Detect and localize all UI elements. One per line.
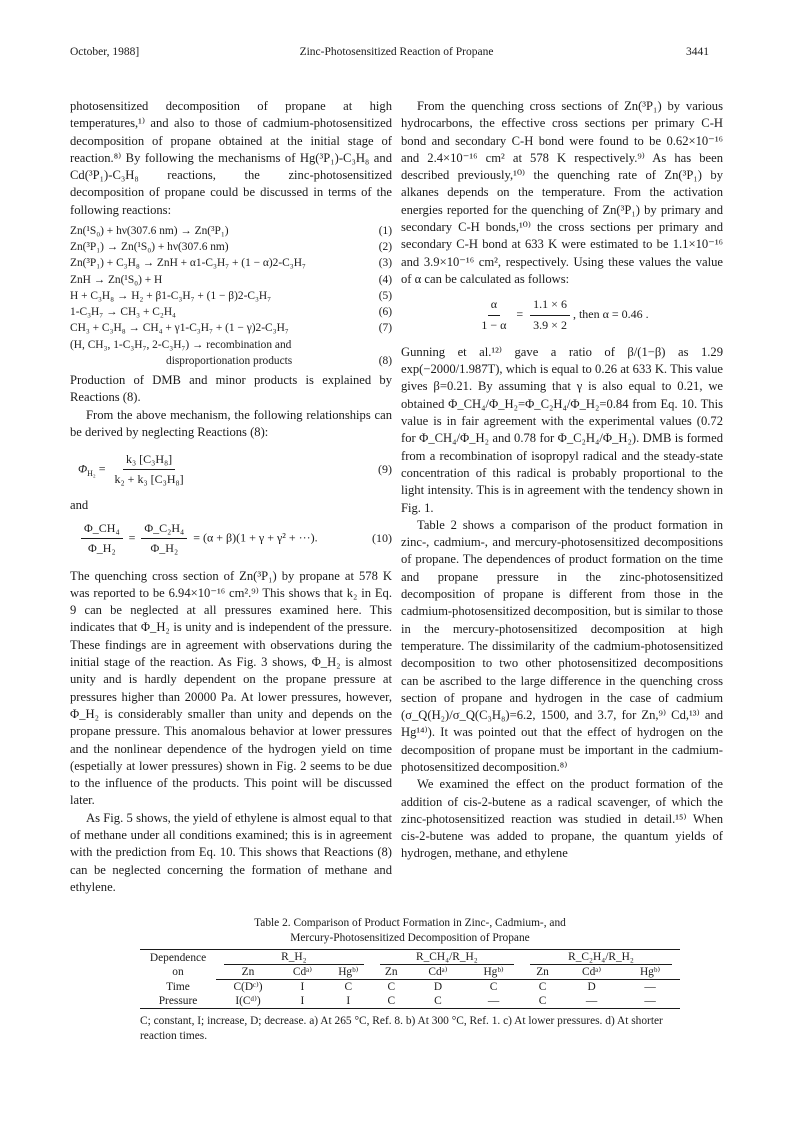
reaction-7: CH₃ + C₃H₈ → CH₄ + γ1-C₃H₇ + (1 − γ)2-C₃H₇ (7) [70,322,392,335]
paragraph: Table 2 shows a comparison of the product formation in zinc-, cadmium-, and mercury-photosensitized decompositions of propane. The dependences of product formation on the time and propane pressure in the zinc-photosensitized decomposition of propane is different from those in the cadmium-photosensitized decomposition, but is similar to those in the mercury-photosensitized decomposition at high temperature. The dissimilarity of the cadmium-photosensitized decomposition to two other photosensitized decompositions can be ascribed to the large difference in the quenching cross section of propane and hydrogen in the case of cadmium (σ_Q(H₂)/σ_Q(C₃H₈)=6.2, 1500, and 3.7, for Zn,⁹⁾ Cd,¹³⁾ and Hg¹⁴⁾). It was pointed out that the effect of hydrogen on the decomposition of propane must be important in the cadmium-photosensitized decomposition.⁸⁾ [401,517,723,774]
paragraph: and [70,497,89,512]
table-group-header: Dependence on R_H₂ R_CH₄/R_H₂ R_C₂H₄/R_H₂ [140,950,680,966]
table-row: Time C(Dᶜ⁾) I C C D C C D — [166,980,656,993]
paragraph: Production of DMB and minor products is explained by Reactions (8). [70,372,392,405]
comparison-table [140,949,680,1009]
table-row: Pressure I(Cᵈ⁾) I I C C — C — — [140,994,680,1009]
paragraph: From the above mechanism, the following relationships can be derived by neglecting Reactions (8): [70,407,392,439]
reaction-2: Zn(³P₁) → Zn(¹S₀) + hν(307.6 nm) (2) [70,241,392,254]
equation-10: $\frac{\text{Φ\_CH₄}}{\text{Φ\_H₂}}$ = $\frac{\text{Φ\_C₂H₄}}{\text{Φ\_H₂}}$ = (α + β)(1 + γ + γ² + ···). (10) [70,520,392,558]
paragraph: From the quenching cross sections of Zn(³P₁) by various hydrocarbons, the effective cross sections per primary C-H bond and secondary C-H bond were found to be 0.62×10⁻¹⁶ and 2.4×10⁻¹⁶ cm² at 578 K respectively.⁹⁾ As has been described previously,¹⁰⁾ the quenching rate of Zn(³P₁) by alkanes depends on the temperature. From the activation energies reported for the quenching of Zn(³P₁) by primary and secondary C-H bonds,¹⁰⁾ the cross sections per primary and secondary C-H bond at 633 K were estimated to be 1.1×10⁻¹⁶ and 3.9×10⁻¹⁶ cm², respectively. Using these values the value of α can be calculated as follows: [401,99,723,286]
alpha-equation: $\frac{\alpha}{1 - \alpha}$ = $\frac{1.1 \times 6}{3.9 \times 2}$ , then α = 0.46 . [481,297,649,332]
paragraph: The quenching cross section of Zn(³P₁) by propane at 578 K was reported to be 6.94×10⁻¹⁶ cm².⁹⁾ This shows that k₂ in Eq. 9 can be neglected at all pressures examined here. This indicates that Φ_H₂ is unity and is independent of the pressure. These findings are in agreement with observations during the initial stage of the reaction. As Fig. 3 shows, Φ_H₂ is almost unity and is hardly dependent on the propane pressure at pressures higher than 20000 Pa. At lower pressures, however, Φ_H₂ is considerably smaller than unity and depends on the propane pressure. This anomalous behavior at lower pressures and the nonlinear dependence of the hydrogen yield on time (espetially at lower pressures) shown in Fig. 2 seems to be due to the influence of the products. This point will be discussed later. [70,568,392,808]
table-caption: Table 2. Comparison of Product Formation in Zinc-, Cadmium-, and Mercury-Photosensitized Decomposition of Propane [254,917,566,944]
dependence-label: Dependence on [140,950,216,980]
table-footnote: C; constant, I; increase, D; decrease. a) At 265 °C, Ref. 8. b) At 300 °C, Ref. 1. c) At lower pressures. d) At shorter reaction times. [140,1015,663,1042]
left-column [70,98,392,896]
equation-9: $\Phi_{H_2}$ = $\frac{\text{k₃ [C₃H₈]}}{\text{k₂ + k₃ [C₃H₈]}}$ (9) [78,452,392,487]
paragraph: We examined the effect on the product formation of the addition of cis-2-butene as a radical scavenger, of which the zinc-photosensitized reaction was studied in detail.¹⁵⁾ When cis-2-butene was added to propane, the quantum yields of hydrogen, methane, and ethylene [401,777,723,861]
right-column [401,98,723,863]
reaction-list [70,223,392,369]
reaction-3: Zn(³P₁) + C₃H₈ → ZnH + α1-C₃H₇ + (1 − α)2-C₃H₇ (3) [70,257,392,270]
reaction-8-line2: disproportionation products (8) [166,354,392,367]
reaction-1: Zn(¹S₀) + hν(307.6 nm) → Zn(³P₁) (1) [70,225,392,238]
reaction-4: ZnH → Zn(¹S₀) + H (4) [70,273,392,286]
paragraph: photosensitized decomposition of propane at high temperatures,¹⁾ and also to those of cadmium-photosensitized decomposition of propane obtained at the initial stage of reaction.⁸⁾ By following the mechanisms of Hg(³P₁)-C₃H₈ and Cd(³P₁)-C₃H₈ reactions, the zinc-photosensitized decomposition of propane could be discussed in terms of the following reactions: [70,99,392,217]
table-subheader: Zn Cdᵃ⁾ Hgᵇ⁾ Zn Cdᵃ⁾ Hgᵇ⁾ Zn Cdᵃ⁾ Hgᵇ⁾ [140,965,680,980]
page-number: 3441 [686,46,709,58]
reaction-8-line1: (H, CH₃, 1-C₃H₇, 2-C₃H₇) → recombination and [70,338,292,351]
running-header-title: Zinc-Photosensitized Reaction of Propane [299,46,494,58]
reaction-6: 1-C₃H₇ → CH₃ + C₂H₄ (6) [70,306,392,319]
paragraph: As Fig. 5 shows, the yield of ethylene is almost equal to that of methane under all conditions examined; this is in agreement with the prediction from Eq. 10. This shows that Reactions (8) can be neglected concerning the formation of methane and ethylene. [70,810,392,894]
table-2 [140,916,680,1044]
paragraph: Gunning et al.¹²⁾ gave a ratio of β/(1−β) as 1.29 exp(−2000/1.987T), which is equal to 0.26 at 633 K. This value gives β=0.21. By assuming that γ is also equal to 0.21, we obtained Φ_CH₄/Φ_H₂=Φ_C₂H₄/Φ_H₂=0.84 from Eq. 10. This value is in fair agreement with the experimental values (0.72 for Φ_CH₄/Φ_H₂ and 0.78 for Φ_C₂H₄/Φ_H₂). DMB is formed from a recombination of isopropyl radical and the steady-state concentration of this radical is probably proportional to the light intensity. This is in agreement with the tendency shown in Fig. 1. [401,344,723,515]
running-header-left: October, 1988] [70,46,140,58]
reaction-5: H + C₃H₈ → H₂ + β1-C₃H₇ + (1 − β)2-C₃H₇ (5) [70,289,392,302]
